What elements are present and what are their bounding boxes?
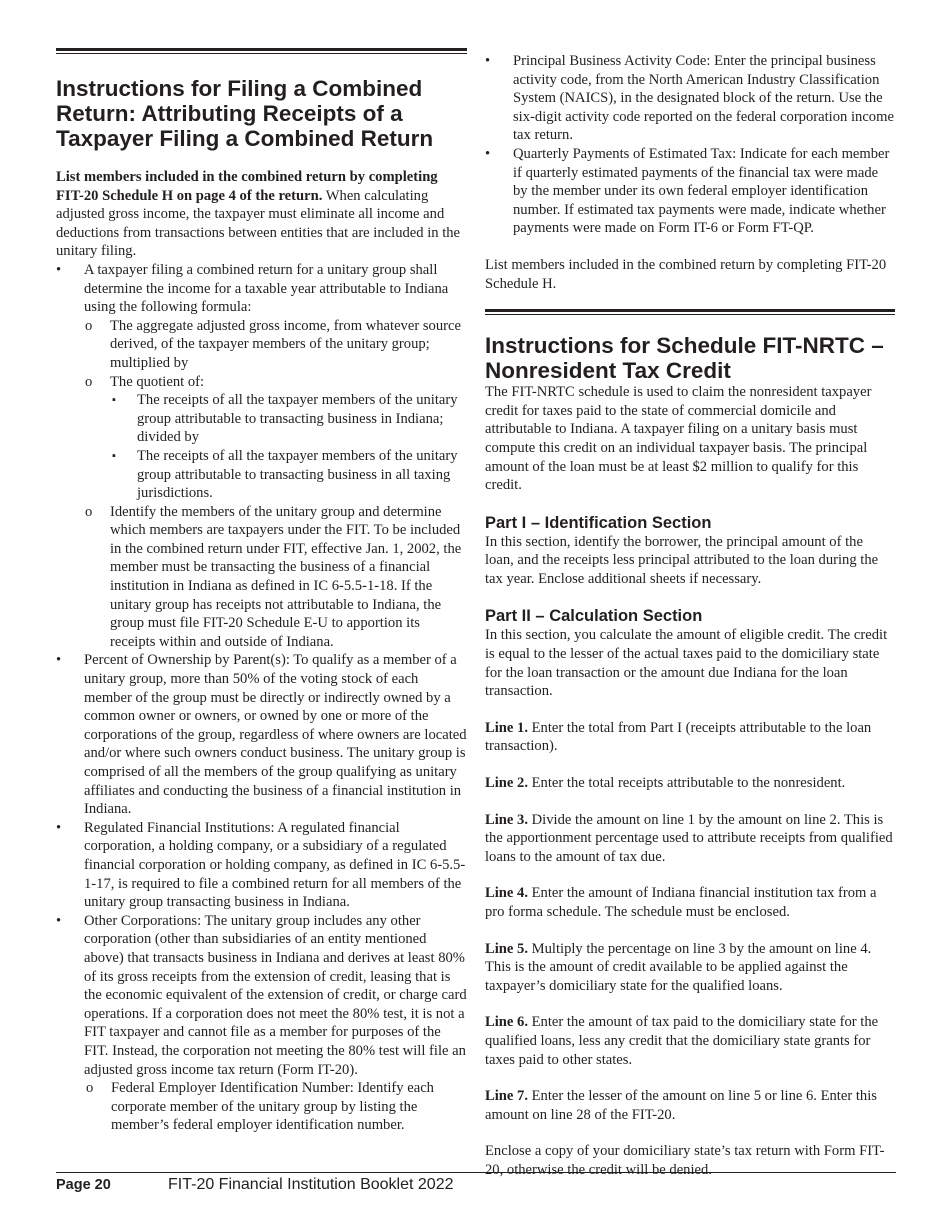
- bullet-text: Percent of Ownership by Parent(s): To qualify as a member of a unitary group, more than 50% of the voting stock of each member of the group must be directly or indirectly owned by a common owner or owners, or owned by one or more of the corporations of the group, regardless of where owners are located and/or where such owners conduct business. The unitary group is comprised of all the members of the group qualifying as unitary affiliates and conducting the business of a financial institution in Indiana.: [84, 652, 467, 818]
- right-column: [485, 52, 895, 1180]
- bullet-text: Other Corporations: The unitary group includes any other corporation (other than subsidiaries of an entity mentioned above) that transacts business in Indiana and derives at least 80% of its gross receipts from the extension of credit, leasing that is the economic equivalent of the extension of credit, or charge card operations. If a corporation does not meet the 80% test, it is not a FIT taxpayer and cannot file as a member for purposes of the FIT. Instead, the corporation not meeting the 80% test will file an adjusted gross income tax return (Form IT-20).: [84, 912, 467, 1078]
- line-text: Enter the lesser of the amount on line 5 or line 6. Enter this amount on line 28 of the FIT-20.: [485, 1088, 877, 1123]
- line-6-instruction: [485, 1013, 895, 1069]
- combined-return-intro: [56, 168, 467, 261]
- line-text: Multiply the percentage on line 3 by the amount on line 4. This is the amount of credit available to be applied against the taxpayer’s domiciliary state for the qualified loans.: [485, 940, 872, 994]
- line-7-instruction: [485, 1087, 895, 1124]
- booklet-title: FIT-20 Financial Institution Booklet 2022: [168, 1176, 454, 1193]
- line-label: Line 4.: [485, 885, 528, 902]
- part1-text: In this section, identify the borrower, the principal amount of the loan, and the receipts less principal attributed to the loan during the tax year. Enclose additional sheets if necessary.: [485, 533, 879, 587]
- list-item: [56, 912, 467, 1135]
- left-column: [56, 48, 467, 1135]
- line-5-instruction: [485, 940, 895, 996]
- combined-return-heading: Instructions for Filing a Combined Return: Attributing Receipts of a Taxpayer Filing a Combined Return: [56, 76, 434, 151]
- bullet-text: Regulated Financial Institutions: A regulated financial corporation, a holding company, or a subsidiary of a regulated financial corporation or holding company, as defined in IC 6-5.5-1-17, is required to file a combined return for all members of the unitary group transacting business in Indiana.: [84, 819, 466, 911]
- line-2-instruction: [485, 774, 895, 793]
- line-text: Divide the amount on line 1 by the amount on line 2. This is the apportionment percentage used to attribute receipts from qualified loans to the amount of tax due.: [485, 811, 893, 865]
- quotient-text: The receipts of all the taxpayer members of the unitary group attributable to transacting business in all taxing jurisdictions.: [137, 447, 458, 502]
- list-item: [83, 373, 467, 503]
- bullet-text: A taxpayer filing a combined return for a unitary group shall determine the income for a taxable year attributable to Indiana using the following formula:: [84, 261, 449, 316]
- line-label: Line 5.: [485, 940, 528, 957]
- combined-return-bullets: [56, 261, 467, 1135]
- intro-text: When calculating adjusted gross income, the taxpayer must eliminate all income and deductions from transactions between entities that are included in the unitary filing.: [56, 187, 461, 260]
- list-item: [485, 145, 895, 238]
- quotient-text: The receipts of all the taxpayer members of the unitary group attributable to transacting business in Indiana; divided by: [137, 392, 458, 446]
- quotient-list: [110, 391, 467, 503]
- fein-text: Federal Employer Identification Number: Identify each corporate member of the unitary group by listing the member’s federal employer identification number.: [111, 1080, 434, 1134]
- nrtc-heading: Instructions for Schedule FIT-NRTC – Nonresident Tax Credit: [485, 333, 884, 384]
- list-item: [84, 1079, 467, 1135]
- line-label: Line 2.: [485, 775, 528, 792]
- line-label: Line 7.: [485, 1088, 528, 1105]
- list-item: [485, 52, 895, 145]
- bullet-text: Quarterly Payments of Estimated Tax: Indicate for each member if quarterly estimated payments of the financial tax were made by the member under its own federal employer identification number. If estimated tax payments were made, indicate whether payments were made on Form IT-6 or Form FT-QP.: [513, 145, 890, 237]
- continued-bullets: [485, 52, 895, 238]
- line-label: Line 3.: [485, 811, 528, 828]
- part2-heading: Part II – Calculation Section: [485, 607, 703, 626]
- intro-bold-text: List members included in the combined return by completing FIT-20 Schedule H on page 4 of the return.: [56, 169, 438, 204]
- part2-text: In this section, you calculate the amount of eligible credit. The credit is equal to the lesser of the actual taxes paid to the domiciliary state for the loan transaction or the amount due Indiana for the loan transaction.: [485, 627, 888, 700]
- line-text: Enter the amount of tax paid to the domiciliary state for the qualified loans, less any credit that the domiciliary state grants for taxes paid to other states.: [485, 1014, 879, 1068]
- list-item: [110, 447, 467, 503]
- line-text: Enter the total from Part I (receipts attributable to the loan transaction).: [485, 719, 872, 755]
- list-item: [83, 317, 467, 373]
- line-text: Enter the amount of Indiana financial institution tax from a pro forma schedule. The schedule must be enclosed.: [485, 885, 877, 920]
- line-4-instruction: [485, 884, 895, 921]
- page-number: Page 20: [56, 1177, 111, 1193]
- line-text: Enter the total receipts attributable to the nonresident.: [527, 775, 846, 792]
- footer-rule: [56, 1172, 896, 1173]
- line-3-instruction: [485, 811, 895, 867]
- formula-text: Identify the members of the unitary group and determine which members are taxpayers under the FIT. To be included in the combined return under FIT, effective Jan. 1, 2002, the member must be transacting the business of a financial institution in Indiana as defined in IC 6-5.5-1-18. If the unitary group has receipts not attributable to Indiana, the group must file FIT-20 Schedule E-U to apportion its receipts within and outside of Indiana.: [110, 503, 462, 650]
- line-1-instruction: [485, 719, 895, 756]
- list-members-note: List members included in the combined return by completing FIT-20 Schedule H.: [485, 256, 887, 292]
- formula-text: The quotient of:: [110, 373, 205, 390]
- list-item: [56, 651, 467, 818]
- line-label: Line 1.: [485, 719, 528, 736]
- closing-note: Enclose a copy of your domiciliary state’s tax return with Form FIT-20, otherwise the credit will be denied.: [485, 1143, 885, 1178]
- list-item: [56, 261, 467, 651]
- part1-heading: Part I – Identification Section: [485, 513, 712, 532]
- line-label: Line 6.: [485, 1014, 528, 1031]
- formula-text: The aggregate adjusted gross income, from whatever source derived, of the taxpayer members of the unitary group; multiplied by: [110, 317, 461, 371]
- formula-list: [83, 317, 467, 652]
- nrtc-intro: The FIT-NRTC schedule is used to claim the nonresident taxpayer credit for taxes paid to the state of commercial domicile and attributable to Indiana. A taxpayer filing on a unitary basis must compute this credit on an individual taxpayer basis. The principal amount of the loan must be at least $2 million to qualify for this credit.: [485, 384, 872, 494]
- list-item: [83, 503, 467, 652]
- page-footer: [56, 1175, 896, 1199]
- list-item: [56, 819, 467, 912]
- list-item: [110, 391, 467, 447]
- bullet-text: Principal Business Activity Code: Enter the principal business activity code, from the North American Industry Classification System (NAICS), in the designated block of the return. Use the six-digit activity code reported on the federal corporation income tax return.: [513, 53, 894, 144]
- other-corp-list: [84, 1079, 467, 1135]
